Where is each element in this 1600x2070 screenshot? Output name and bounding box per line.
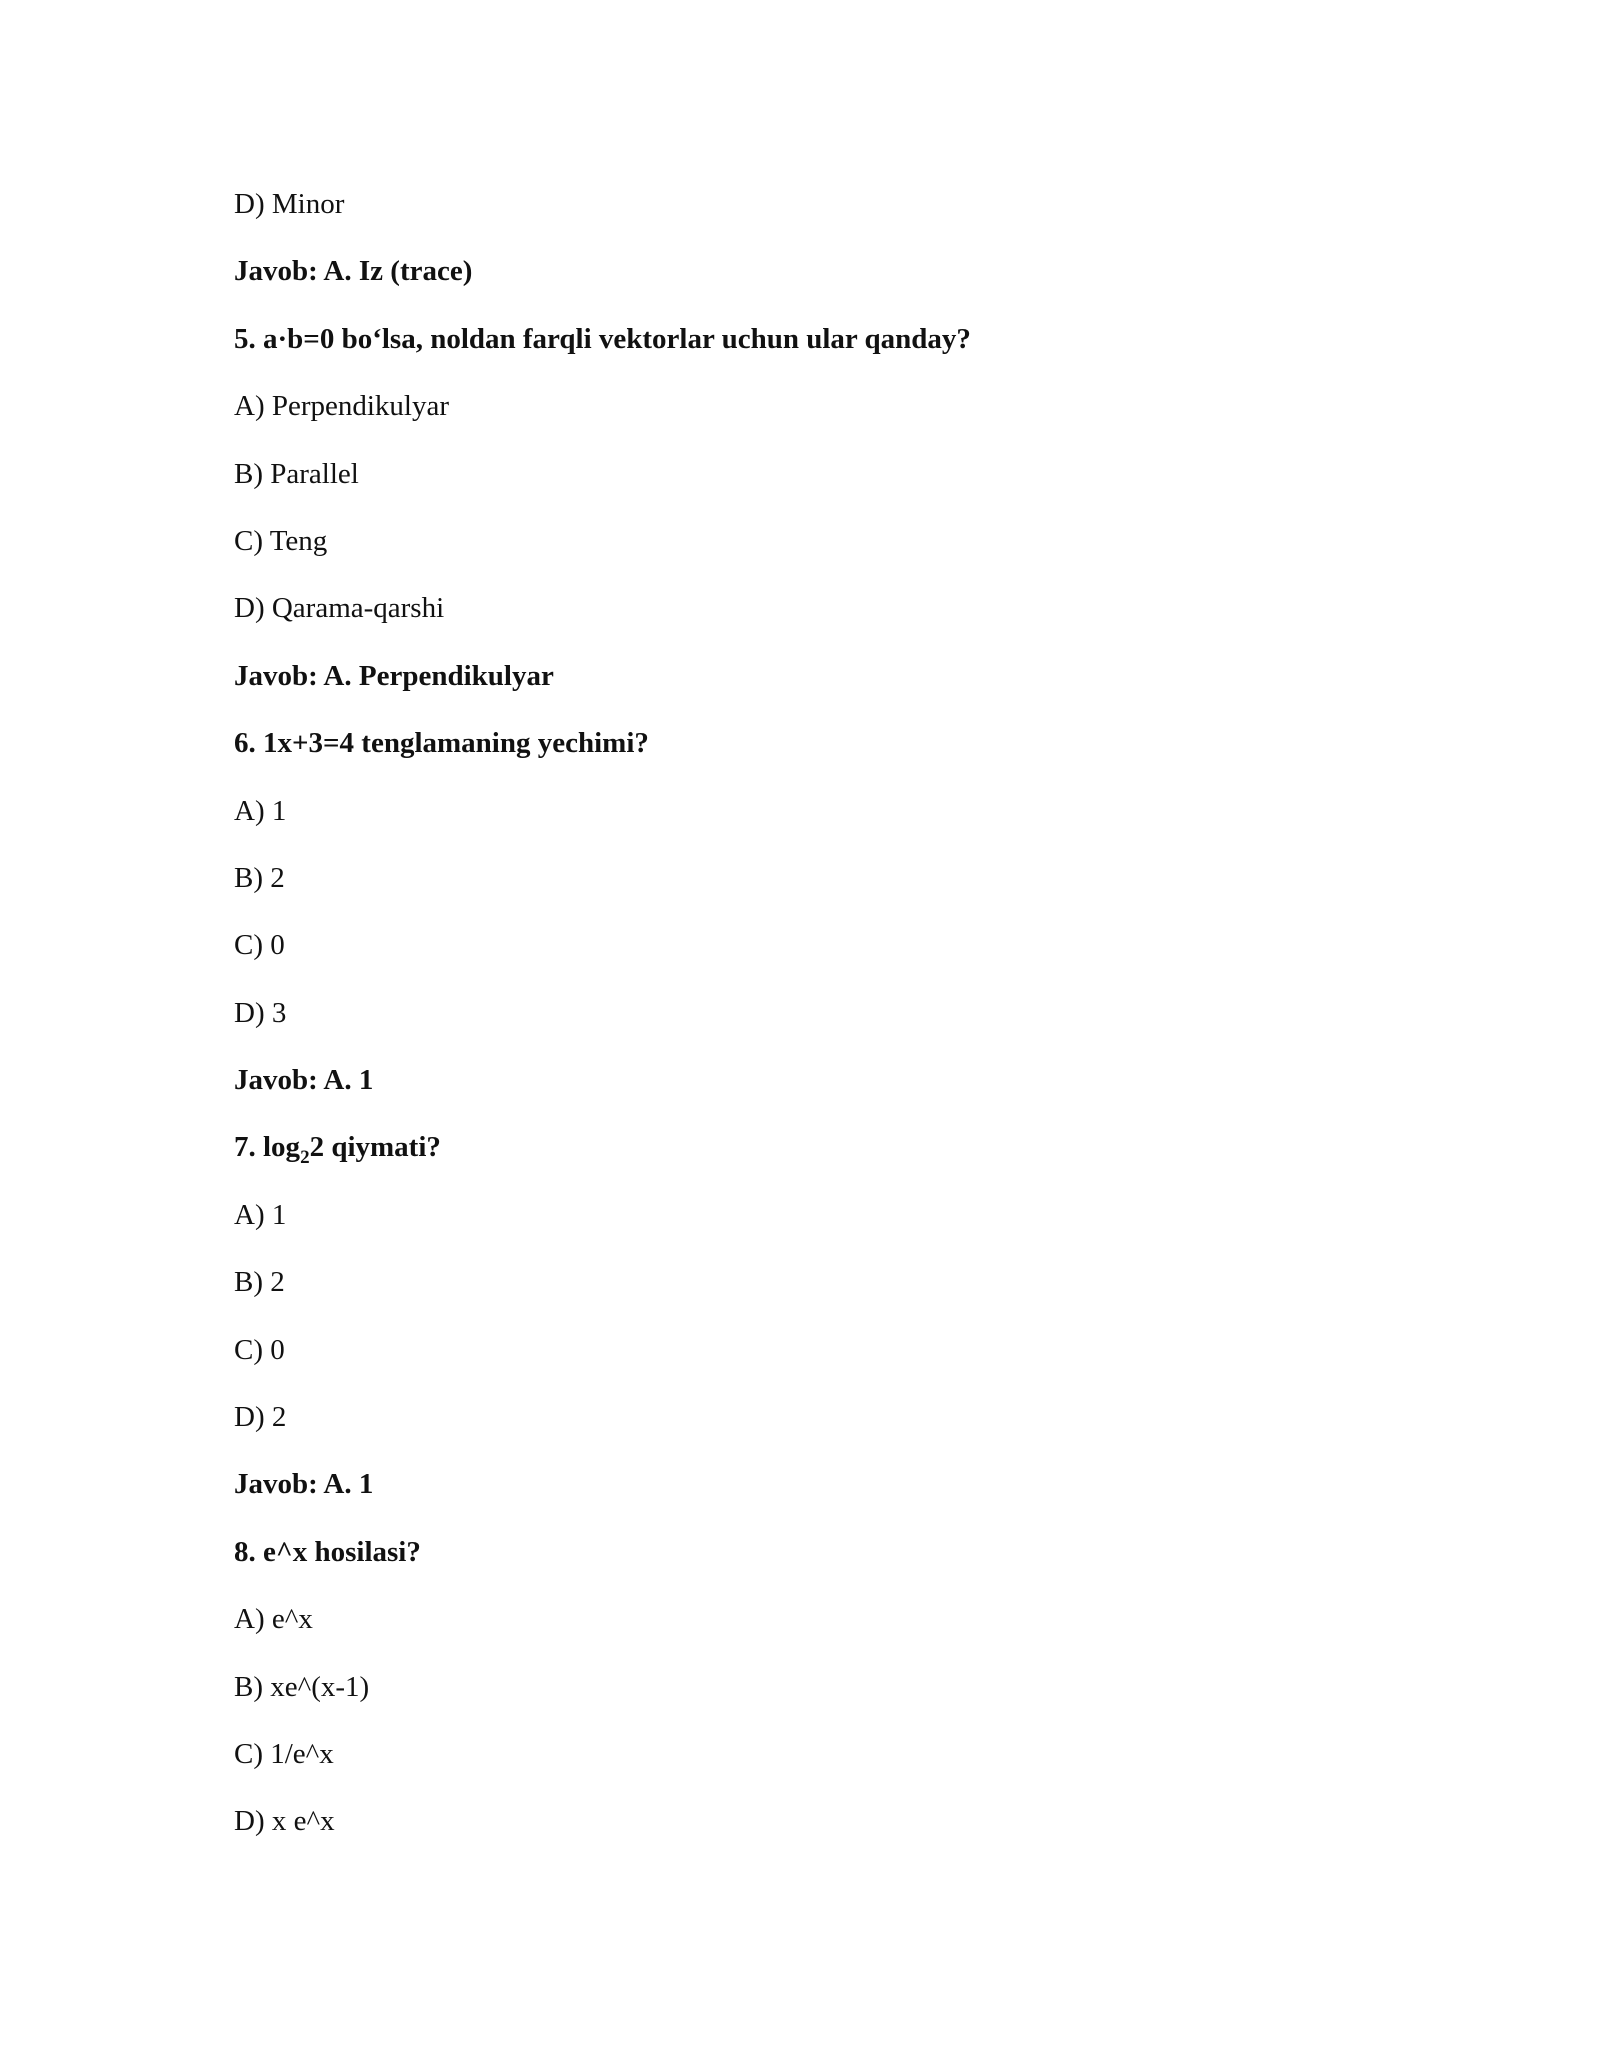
document-body [234,178,1384,1863]
question-7 [234,1121,1384,1188]
question-5-option-d: D) Qarama-qarshi [234,592,445,625]
question-7-option-c: C) 0 [234,1333,285,1366]
question-6-option-b: B) 2 [234,861,285,894]
question-5: 5. a·b=0 bo‘lsa, noldan farqli vektorlar uchun ular qanday? [234,322,971,355]
question-5-option-b: B) Parallel [234,457,359,490]
question-5-option-a: A) Perpendikulyar [234,390,450,423]
question-7-suffix: 2 qiymati? [309,1131,441,1164]
question-5-option-c: C) Teng [234,524,328,557]
question-8-option-c: C) 1/e^x [234,1737,334,1770]
question-7-option-a: A) 1 [234,1198,287,1231]
question-6-option-d: D) 3 [234,996,287,1029]
answer-q5: Javob: A. Perpendikulyar [234,659,554,692]
question-7-option-b: B) 2 [234,1266,285,1299]
option-d-minor: D) Minor [234,188,345,220]
question-6: 6. 1x+3=4 tenglamaning yechimi? [234,727,649,760]
question-8-option-d: D) x e^x [234,1805,335,1838]
question-8-option-b: B) xe^(x-1) [234,1670,370,1703]
answer-q4: Javob: A. Iz (trace) [234,255,473,288]
question-8: 8. e^x hosilasi? [234,1535,421,1568]
question-7-prefix: 7. log [234,1131,301,1164]
question-8-option-a: A) e^x [234,1603,313,1636]
answer-q6: Javob: A. 1 [234,1064,374,1097]
question-7-option-d: D) 2 [234,1401,287,1434]
question-6-option-a: A) 1 [234,794,287,827]
question-6-option-c: C) 0 [234,929,285,962]
question-7-log-base: 2 [300,1147,310,1169]
answer-q7: Javob: A. 1 [234,1468,374,1501]
